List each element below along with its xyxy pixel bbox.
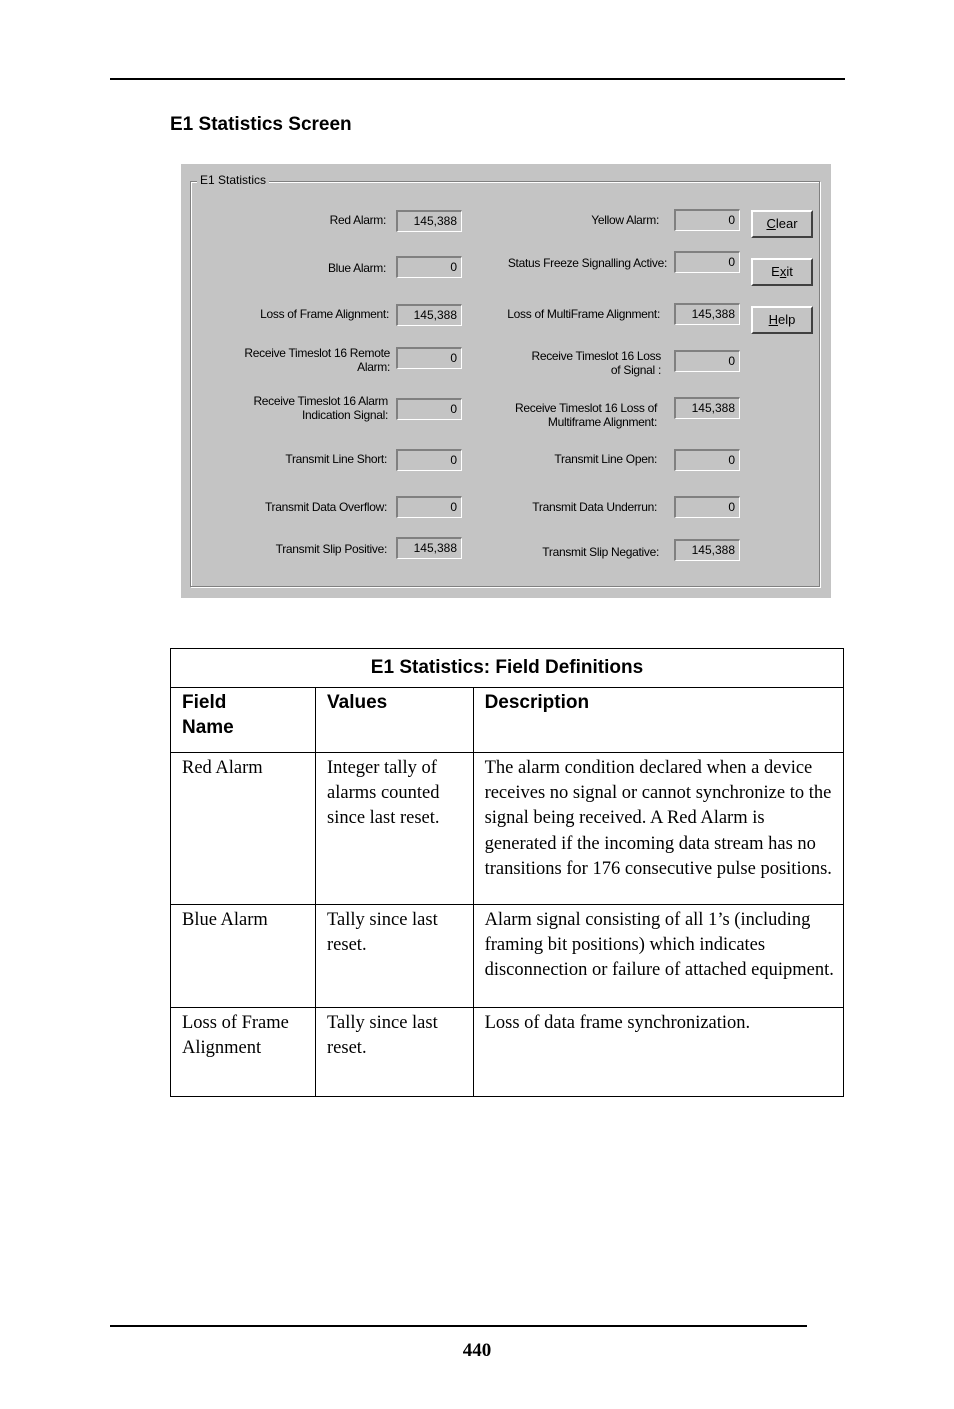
- field-definitions-table: [170, 648, 844, 1097]
- blue-alarm-label: Blue Alarm:: [327, 261, 386, 275]
- rx-ts16-loss-of-mf-alignment-field[interactable]: 145,388: [674, 397, 740, 419]
- red-alarm-field[interactable]: 145,388: [396, 210, 462, 232]
- rx-ts16-loss-of-signal-field[interactable]: 0: [674, 350, 740, 372]
- status-freeze-signalling-field[interactable]: 0: [674, 251, 740, 273]
- table-row: [171, 905, 844, 1008]
- loss-of-frame-alignment-field[interactable]: 145,388: [396, 304, 462, 326]
- yellow-alarm-field[interactable]: 0: [674, 209, 740, 231]
- row-values: Tally since last reset.: [316, 905, 474, 1008]
- transmit-slip-negative-field[interactable]: 145,388: [674, 539, 740, 561]
- row-field-name: Red Alarm: [171, 753, 316, 905]
- loss-of-multiframe-alignment-field[interactable]: 145,388: [674, 303, 740, 325]
- row-field-name: Blue Alarm: [171, 905, 316, 1008]
- table-row: [171, 753, 844, 905]
- exit-button-mnemonic: x: [779, 264, 787, 279]
- rx-ts16-loss-of-signal-label: Receive Timeslot 16 Loss of Signal :: [531, 349, 661, 377]
- table-caption-row: [171, 649, 844, 688]
- transmit-slip-positive-label: Transmit Slip Positive:: [275, 542, 387, 556]
- header-field-name: Field Name: [171, 688, 316, 753]
- e1-statistics-dialog: [181, 164, 831, 598]
- rx-ts16-remote-alarm-field[interactable]: 0: [396, 347, 462, 369]
- red-alarm-label: Red Alarm:: [329, 213, 386, 227]
- clear-button-mnemonic: C: [766, 216, 776, 231]
- transmit-line-open-field[interactable]: 0: [674, 449, 740, 471]
- help-button-mnemonic: H: [768, 312, 779, 327]
- header-description: Description: [473, 688, 843, 753]
- exit-button[interactable]: [751, 258, 813, 286]
- transmit-data-overflow-field[interactable]: 0: [396, 496, 462, 518]
- transmit-line-short-label: Transmit Line Short:: [285, 452, 387, 466]
- transmit-data-underrun-field[interactable]: 0: [674, 496, 740, 518]
- blue-alarm-field[interactable]: 0: [396, 256, 462, 278]
- rx-ts16-ais-field[interactable]: 0: [396, 398, 462, 420]
- row-description: The alarm condition declared when a device receives no signal or cannot synchronize to the signal being received. A Red Alarm is generated if the incoming data stream has no transitions for 176 consecutive pulse positions.: [473, 753, 843, 905]
- header-rule: [110, 78, 845, 80]
- section-title: E1 Statistics Screen: [170, 114, 352, 135]
- header-values: Values: [316, 688, 474, 753]
- loss-of-frame-alignment-label: Loss of Frame Alignment:: [260, 307, 389, 321]
- rx-ts16-remote-alarm-label: Receive Timeslot 16 Remote Alarm:: [244, 346, 390, 374]
- transmit-line-open-label: Transmit Line Open:: [554, 452, 657, 466]
- yellow-alarm-label: Yellow Alarm:: [591, 213, 659, 227]
- row-field-name: Loss of Frame Alignment: [171, 1008, 316, 1097]
- transmit-line-short-field[interactable]: 0: [396, 449, 462, 471]
- rx-ts16-loss-of-mf-alignment-label: Receive Timeslot 16 Loss of Multiframe Alignment:: [515, 401, 657, 429]
- help-button-label: elp: [778, 312, 796, 327]
- footer-rule: [110, 1325, 807, 1327]
- table-caption: E1 Statistics: Field Definitions: [171, 649, 844, 688]
- loss-of-multiframe-alignment-label: Loss of MultiFrame Alignment:: [507, 307, 660, 321]
- row-description: Loss of data frame synchronization.: [473, 1008, 843, 1097]
- row-description: Alarm signal consisting of all 1’s (including framing bit positions) which indicates disconnection or failure of attached equipment.: [473, 905, 843, 1008]
- status-freeze-signalling-label: Status Freeze Signalling Active:: [507, 256, 667, 270]
- exit-button-label-end: it: [786, 264, 793, 279]
- transmit-data-overflow-label: Transmit Data Overflow:: [264, 500, 387, 514]
- transmit-data-underrun-label: Transmit Data Underrun:: [532, 500, 657, 514]
- page-number: 440: [462, 1340, 492, 1361]
- clear-button[interactable]: [751, 210, 813, 238]
- transmit-slip-negative-label: Transmit Slip Negative:: [542, 545, 659, 559]
- row-values: Tally since last reset.: [316, 1008, 474, 1097]
- clear-button-label: lear: [775, 216, 798, 231]
- rx-ts16-ais-label: Receive Timeslot 16 Alarm Indication Signal:: [253, 394, 388, 422]
- e1-statistics-groupbox: [190, 181, 820, 587]
- exit-button-label-start: E: [771, 264, 780, 279]
- table-header-row: [171, 688, 844, 753]
- groupbox-title: E1 Statistics: [197, 173, 269, 187]
- row-values: Integer tally of alarms counted since last reset.: [316, 753, 474, 905]
- transmit-slip-positive-field[interactable]: 145,388: [396, 537, 462, 559]
- help-button[interactable]: [751, 306, 813, 334]
- table-row: [171, 1008, 844, 1097]
